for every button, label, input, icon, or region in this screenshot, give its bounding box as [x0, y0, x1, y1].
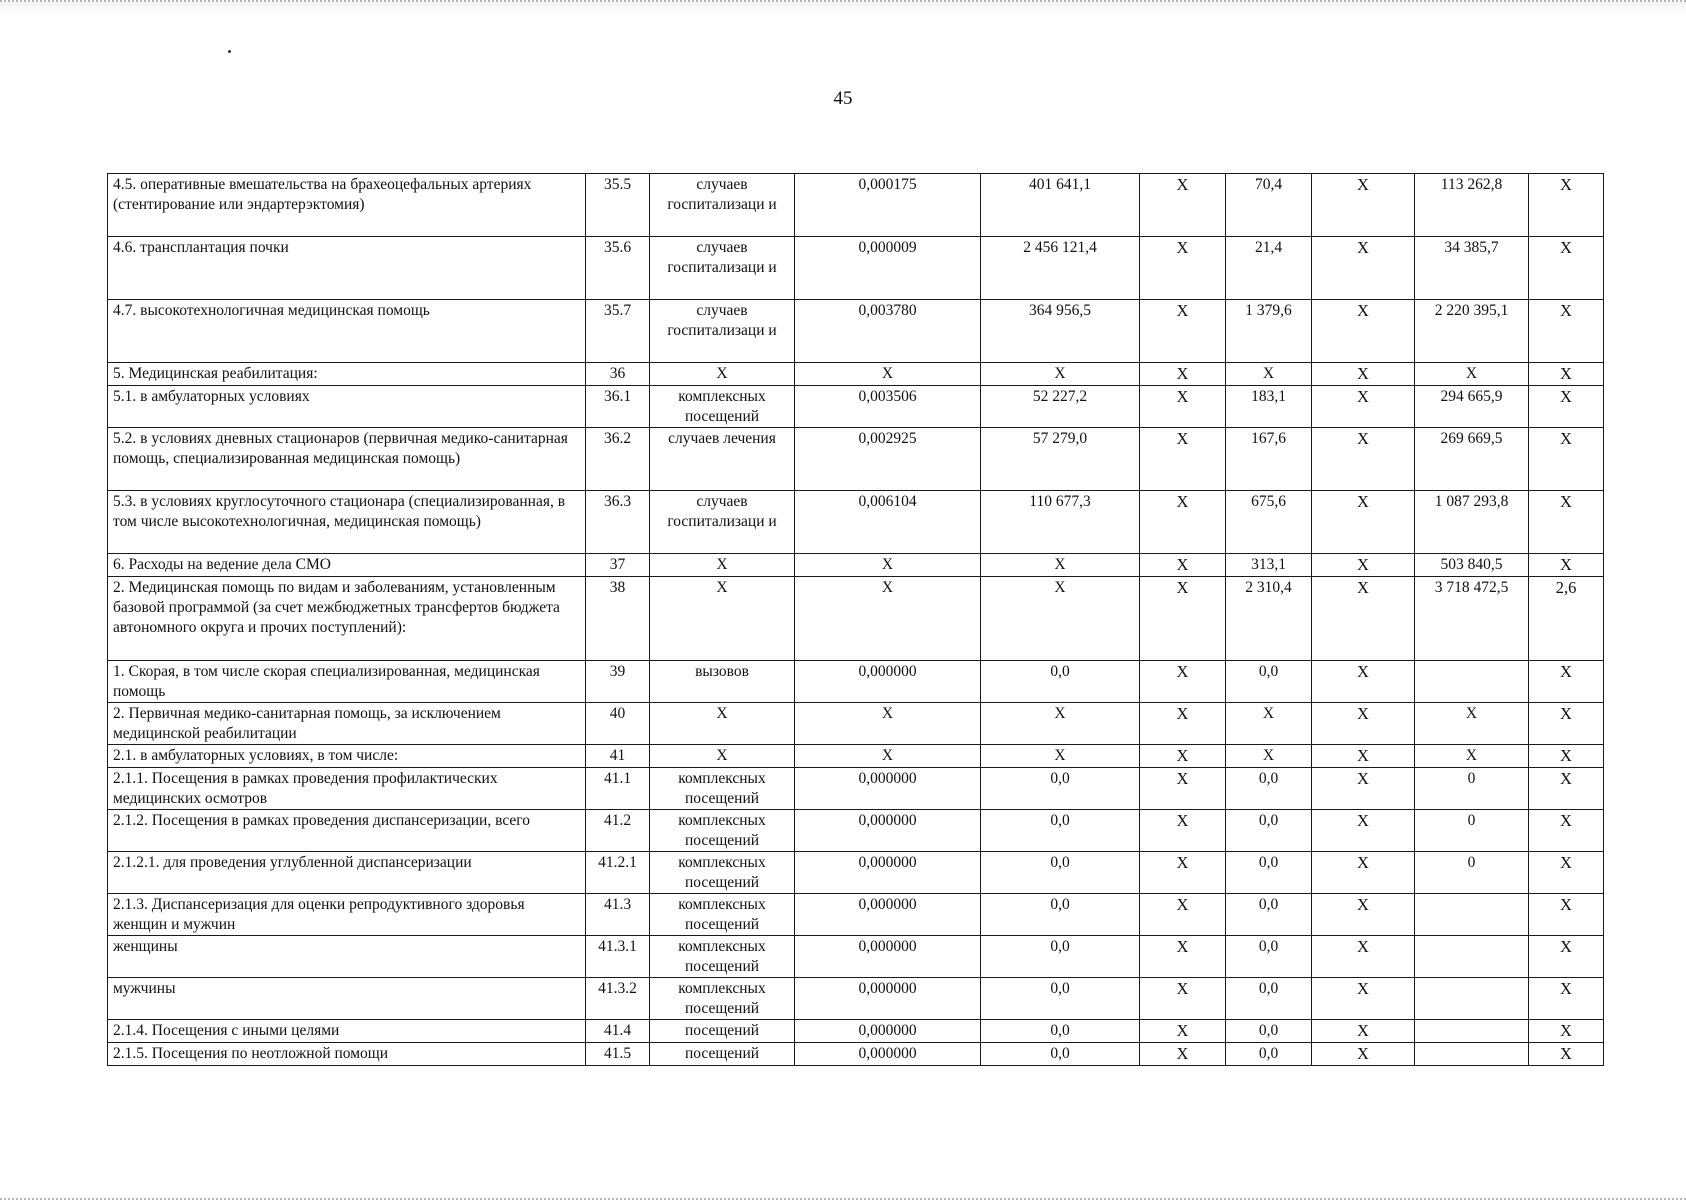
cell-col-6: X	[1140, 1020, 1226, 1043]
cell-col-7: 0,0	[1226, 768, 1312, 810]
scan-edge-bottom	[0, 1188, 1686, 1200]
cell-col-9	[1415, 1043, 1529, 1066]
cell-cost: X	[981, 703, 1140, 745]
cell-col-7: 0,0	[1226, 810, 1312, 852]
cell-col-9: 0	[1415, 768, 1529, 810]
cell-norm: 0,006104	[795, 491, 981, 554]
cell-col-7: 0,0	[1226, 936, 1312, 978]
row-name: 2.1.3. Диспансеризация для оценки репродуктивного здоровья женщин и мужчин	[108, 894, 586, 936]
cell-cost: X	[981, 363, 1140, 386]
row-number: 37	[586, 554, 650, 577]
cell-col-6: X	[1140, 237, 1226, 300]
row-name: 5. Медицинская реабилитация:	[108, 363, 586, 386]
cell-norm: 0,000000	[795, 768, 981, 810]
cell-col-10: X	[1529, 386, 1604, 428]
row-unit: комплексных посещений	[650, 978, 795, 1020]
cell-norm: 0,000000	[795, 978, 981, 1020]
cell-col-10: X	[1529, 237, 1604, 300]
row-name: 5.2. в условиях дневных стационаров (первичная медико-санитарная помощь, специализированная медицинская помощь)	[108, 428, 586, 491]
cell-col-9: X	[1415, 703, 1529, 745]
cell-cost: 0,0	[981, 978, 1140, 1020]
cell-col-9	[1415, 1020, 1529, 1043]
cell-norm: X	[795, 703, 981, 745]
cell-col-10: X	[1529, 894, 1604, 936]
cell-col-9: 294 665,9	[1415, 386, 1529, 428]
table-row	[108, 1043, 1604, 1066]
cell-norm: 0,000000	[795, 894, 981, 936]
cell-col-8: X	[1312, 491, 1415, 554]
row-number: 41.3.1	[586, 936, 650, 978]
table-row	[108, 491, 1604, 554]
cell-col-7: 0,0	[1226, 978, 1312, 1020]
cell-col-9: 0	[1415, 810, 1529, 852]
row-name: 5.1. в амбулаторных условиях	[108, 386, 586, 428]
row-number: 41.2.1	[586, 852, 650, 894]
cell-norm: 0,000000	[795, 810, 981, 852]
cell-cost: 0,0	[981, 810, 1140, 852]
row-unit: случаев госпитализаци и	[650, 237, 795, 300]
cell-cost: 0,0	[981, 936, 1140, 978]
row-name: 1. Скорая, в том числе скорая специализированная, медицинская помощь	[108, 661, 586, 703]
cell-norm: 0,002925	[795, 428, 981, 491]
cell-cost: 0,0	[981, 1020, 1140, 1043]
row-name: 2.1.5. Посещения по неотложной помощи	[108, 1043, 586, 1066]
cell-col-9: 2 220 395,1	[1415, 300, 1529, 363]
row-name: 2.1.4. Посещения с иными целями	[108, 1020, 586, 1043]
cell-col-10: 2,6	[1529, 577, 1604, 661]
cell-col-9	[1415, 978, 1529, 1020]
cell-col-9	[1415, 661, 1529, 703]
row-number: 35.7	[586, 300, 650, 363]
row-number: 41	[586, 745, 650, 768]
cell-col-8: X	[1312, 577, 1415, 661]
row-unit: посещений	[650, 1043, 795, 1066]
cell-col-6: X	[1140, 174, 1226, 237]
row-unit: комплексных посещений	[650, 936, 795, 978]
row-unit: X	[650, 554, 795, 577]
cell-cost: 110 677,3	[981, 491, 1140, 554]
row-number: 36.3	[586, 491, 650, 554]
cell-col-10: X	[1529, 363, 1604, 386]
cell-col-7: X	[1226, 363, 1312, 386]
table-row	[108, 300, 1604, 363]
table-row	[108, 174, 1604, 237]
cell-col-8: X	[1312, 810, 1415, 852]
row-name: мужчины	[108, 978, 586, 1020]
row-name: 2. Медицинская помощь по видам и заболеваниям, установленным базовой программой (за счет межбюджетных трансфертов бюджета автономного округа и прочих поступлений):	[108, 577, 586, 661]
table-row	[108, 363, 1604, 386]
cell-col-10: X	[1529, 174, 1604, 237]
row-unit: комплексных посещений	[650, 852, 795, 894]
cell-col-6: X	[1140, 428, 1226, 491]
table-row	[108, 554, 1604, 577]
row-name: 4.7. высокотехнологичная медицинская помощь	[108, 300, 586, 363]
cell-col-10: X	[1529, 810, 1604, 852]
row-unit: случаев госпитализаци и	[650, 491, 795, 554]
cell-norm: 0,000000	[795, 852, 981, 894]
cell-norm: X	[795, 363, 981, 386]
cell-col-8: X	[1312, 237, 1415, 300]
row-name: 5.3. в условиях круглосуточного стационара (специализированная, в том числе высокотехнологичная, медицинская помощь)	[108, 491, 586, 554]
cell-norm: X	[795, 577, 981, 661]
cell-cost: 364 956,5	[981, 300, 1140, 363]
cell-col-8: X	[1312, 363, 1415, 386]
row-number: 36.2	[586, 428, 650, 491]
row-unit: X	[650, 363, 795, 386]
cell-col-7: 167,6	[1226, 428, 1312, 491]
cell-cost: 2 456 121,4	[981, 237, 1140, 300]
table-row	[108, 428, 1604, 491]
cell-cost: X	[981, 554, 1140, 577]
cell-col-7: 21,4	[1226, 237, 1312, 300]
cell-col-8: X	[1312, 852, 1415, 894]
row-unit: X	[650, 577, 795, 661]
cell-cost: X	[981, 577, 1140, 661]
cell-col-10: X	[1529, 703, 1604, 745]
cell-col-7: 313,1	[1226, 554, 1312, 577]
cell-col-8: X	[1312, 554, 1415, 577]
cell-col-7: X	[1226, 703, 1312, 745]
cell-col-8: X	[1312, 768, 1415, 810]
cell-col-6: X	[1140, 363, 1226, 386]
cell-col-10: X	[1529, 491, 1604, 554]
cell-col-8: X	[1312, 661, 1415, 703]
cell-col-7: 1 379,6	[1226, 300, 1312, 363]
cell-col-10: X	[1529, 936, 1604, 978]
cell-col-10: X	[1529, 661, 1604, 703]
cell-col-7: 183,1	[1226, 386, 1312, 428]
cell-cost: 401 641,1	[981, 174, 1140, 237]
row-unit: X	[650, 745, 795, 768]
cell-col-10: X	[1529, 852, 1604, 894]
cell-col-10: X	[1529, 745, 1604, 768]
page-number: 45	[833, 88, 853, 109]
cell-col-8: X	[1312, 1043, 1415, 1066]
cell-col-7: 70,4	[1226, 174, 1312, 237]
row-unit: комплексных посещений	[650, 810, 795, 852]
cell-col-7: 0,0	[1226, 1043, 1312, 1066]
cell-cost: X	[981, 745, 1140, 768]
cell-col-6: X	[1140, 745, 1226, 768]
cell-norm: 0,003780	[795, 300, 981, 363]
row-number: 35.5	[586, 174, 650, 237]
cell-col-8: X	[1312, 386, 1415, 428]
cell-col-9: 269 669,5	[1415, 428, 1529, 491]
cell-col-8: X	[1312, 936, 1415, 978]
cell-col-9: 34 385,7	[1415, 237, 1529, 300]
table-row	[108, 810, 1604, 852]
cell-col-10: X	[1529, 978, 1604, 1020]
table-row	[108, 1020, 1604, 1043]
tariff-table	[107, 173, 1604, 1066]
row-unit: случаев госпитализаци и	[650, 300, 795, 363]
row-name: 4.5. оперативные вмешательства на брахеоцефальных артериях (стентирование или эндартерэктомия)	[108, 174, 586, 237]
cell-cost: 0,0	[981, 894, 1140, 936]
cell-col-9: X	[1415, 745, 1529, 768]
row-number: 38	[586, 577, 650, 661]
row-number: 36.1	[586, 386, 650, 428]
cell-col-7: 0,0	[1226, 894, 1312, 936]
scan-speck	[228, 50, 231, 53]
row-name: 4.6. трансплантация почки	[108, 237, 586, 300]
row-name: 2.1. в амбулаторных условиях, в том числе:	[108, 745, 586, 768]
row-name: 6. Расходы на ведение дела СМО	[108, 554, 586, 577]
row-number: 41.3.2	[586, 978, 650, 1020]
cell-col-8: X	[1312, 745, 1415, 768]
table-row	[108, 852, 1604, 894]
cell-col-8: X	[1312, 174, 1415, 237]
table-row	[108, 978, 1604, 1020]
cell-norm: 0,003506	[795, 386, 981, 428]
table-row	[108, 661, 1604, 703]
cell-col-10: X	[1529, 554, 1604, 577]
cell-col-7: X	[1226, 745, 1312, 768]
table-row	[108, 768, 1604, 810]
cell-norm: 0,000009	[795, 237, 981, 300]
cell-col-6: X	[1140, 1043, 1226, 1066]
cell-col-10: X	[1529, 300, 1604, 363]
cell-col-10: X	[1529, 1020, 1604, 1043]
table-row	[108, 745, 1604, 768]
cell-cost: 0,0	[981, 852, 1140, 894]
table-body	[108, 174, 1604, 1066]
cell-col-8: X	[1312, 1020, 1415, 1043]
cell-col-8: X	[1312, 703, 1415, 745]
row-name: 2.1.2.1. для проведения углубленной диспансеризации	[108, 852, 586, 894]
row-unit: комплексных посещений	[650, 894, 795, 936]
row-name: женщины	[108, 936, 586, 978]
cell-col-9: 503 840,5	[1415, 554, 1529, 577]
cell-norm: 0,000000	[795, 1020, 981, 1043]
cell-norm: 0,000175	[795, 174, 981, 237]
scan-edge-top	[0, 0, 1686, 14]
cell-col-7: 0,0	[1226, 661, 1312, 703]
cell-col-8: X	[1312, 428, 1415, 491]
cell-col-6: X	[1140, 386, 1226, 428]
cell-col-7: 0,0	[1226, 1020, 1312, 1043]
cell-col-9: 1 087 293,8	[1415, 491, 1529, 554]
cell-col-9	[1415, 936, 1529, 978]
row-unit: вызовов	[650, 661, 795, 703]
cell-col-9	[1415, 894, 1529, 936]
row-number: 41.4	[586, 1020, 650, 1043]
table-row	[108, 386, 1604, 428]
row-name: 2. Первичная медико-санитарная помощь, за исключением медицинской реабилитации	[108, 703, 586, 745]
cell-col-6: X	[1140, 703, 1226, 745]
cell-col-6: X	[1140, 810, 1226, 852]
cell-col-8: X	[1312, 978, 1415, 1020]
cell-cost: 0,0	[981, 768, 1140, 810]
cell-col-10: X	[1529, 428, 1604, 491]
cell-col-7: 675,6	[1226, 491, 1312, 554]
cell-col-8: X	[1312, 894, 1415, 936]
cell-cost: 52 227,2	[981, 386, 1140, 428]
cell-cost: 57 279,0	[981, 428, 1140, 491]
cell-col-6: X	[1140, 852, 1226, 894]
table-row	[108, 894, 1604, 936]
cell-norm: X	[795, 745, 981, 768]
table-row	[108, 577, 1604, 661]
row-number: 41.1	[586, 768, 650, 810]
row-number: 40	[586, 703, 650, 745]
cell-col-9: 113 262,8	[1415, 174, 1529, 237]
cell-col-6: X	[1140, 936, 1226, 978]
cell-col-10: X	[1529, 768, 1604, 810]
cell-col-6: X	[1140, 894, 1226, 936]
row-name: 2.1.2. Посещения в рамках проведения диспансеризации, всего	[108, 810, 586, 852]
row-unit: посещений	[650, 1020, 795, 1043]
table-row	[108, 237, 1604, 300]
cell-col-6: X	[1140, 577, 1226, 661]
row-unit: случаев лечения	[650, 428, 795, 491]
row-number: 39	[586, 661, 650, 703]
cell-col-6: X	[1140, 661, 1226, 703]
table-row	[108, 936, 1604, 978]
cell-col-8: X	[1312, 300, 1415, 363]
cell-norm: 0,000000	[795, 1043, 981, 1066]
row-unit: случаев госпитализаци и	[650, 174, 795, 237]
cell-col-6: X	[1140, 491, 1226, 554]
row-number: 41.2	[586, 810, 650, 852]
cell-cost: 0,0	[981, 1043, 1140, 1066]
cell-col-10: X	[1529, 1043, 1604, 1066]
cell-col-9: X	[1415, 363, 1529, 386]
cell-norm: 0,000000	[795, 936, 981, 978]
row-unit: комплексных посещений	[650, 386, 795, 428]
cell-col-7: 0,0	[1226, 852, 1312, 894]
cell-col-6: X	[1140, 554, 1226, 577]
cell-col-7: 2 310,4	[1226, 577, 1312, 661]
cell-col-9: 3 718 472,5	[1415, 577, 1529, 661]
cell-col-6: X	[1140, 978, 1226, 1020]
cell-col-9: 0	[1415, 852, 1529, 894]
cell-norm: 0,000000	[795, 661, 981, 703]
row-unit: комплексных посещений	[650, 768, 795, 810]
table-row	[108, 703, 1604, 745]
row-unit: X	[650, 703, 795, 745]
row-number: 41.5	[586, 1043, 650, 1066]
row-name: 2.1.1. Посещения в рамках проведения профилактических медицинских осмотров	[108, 768, 586, 810]
cell-cost: 0,0	[981, 661, 1140, 703]
cell-norm: X	[795, 554, 981, 577]
cell-col-6: X	[1140, 768, 1226, 810]
row-number: 36	[586, 363, 650, 386]
row-number: 35.6	[586, 237, 650, 300]
row-number: 41.3	[586, 894, 650, 936]
cell-col-6: X	[1140, 300, 1226, 363]
